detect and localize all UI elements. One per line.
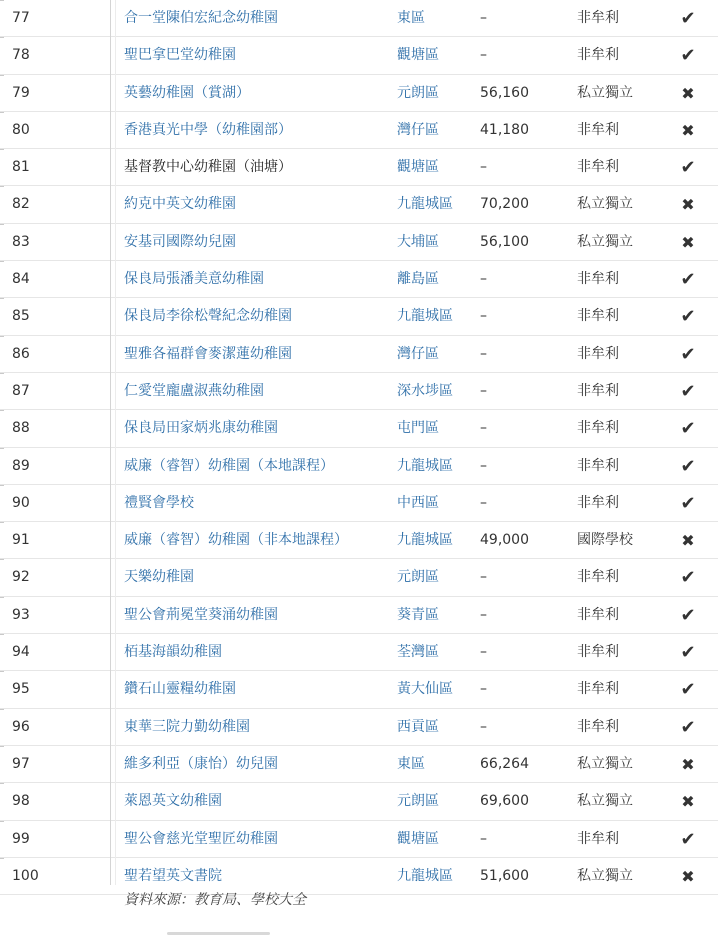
school-type-cell: 非牟利 <box>577 681 619 698</box>
school-type-cell: 國際學校 <box>577 532 633 549</box>
table-row <box>0 336 718 373</box>
check-icon: ✔ <box>680 45 696 67</box>
row-tick-mark <box>0 149 4 150</box>
row-tick-mark <box>0 448 4 449</box>
district-link[interactable]: 東區 <box>397 755 425 772</box>
table-row <box>0 746 718 783</box>
district-link[interactable]: 元朗區 <box>397 569 439 586</box>
table-row <box>0 37 718 74</box>
rank-cell: 77 <box>12 10 30 26</box>
school-type-cell: 私立獨立 <box>577 793 633 810</box>
school-name-link[interactable]: 仁愛堂龐盧淑燕幼稚園 <box>124 382 264 399</box>
cross-icon: ✖ <box>681 195 695 215</box>
school-name-link[interactable]: 萊恩英文幼稚園 <box>124 793 222 810</box>
table-row <box>0 112 718 149</box>
school-type-cell: 非牟利 <box>577 271 619 288</box>
rank-cell: 91 <box>12 532 30 549</box>
cross-icon: ✖ <box>681 120 695 140</box>
district-link[interactable]: 九龍城區 <box>397 457 453 474</box>
table-row <box>0 597 718 634</box>
table-row <box>0 186 718 223</box>
row-tick-mark <box>0 75 4 76</box>
row-tick-mark <box>0 783 4 784</box>
district-link[interactable]: 深水埗區 <box>397 382 453 399</box>
row-tick-mark <box>0 559 4 560</box>
rank-cell: 80 <box>12 121 30 138</box>
row-tick-mark <box>0 37 4 38</box>
cross-icon: ✖ <box>681 754 695 774</box>
annual-fee-cell: – <box>480 382 487 399</box>
rank-cell: 81 <box>12 159 30 176</box>
rank-cell: 97 <box>12 755 30 772</box>
check-icon: ✔ <box>680 716 696 738</box>
annual-fee-cell: – <box>480 345 487 362</box>
school-name-link[interactable]: 威廉（睿智）幼稚園（本地課程） <box>124 457 334 474</box>
district-link[interactable]: 中西區 <box>397 494 439 511</box>
school-name-link[interactable]: 保良局田家炳兆康幼稚園 <box>124 420 278 437</box>
school-name-link[interactable]: 合一堂陳伯宏紀念幼稚園 <box>124 10 278 26</box>
rank-cell: 83 <box>12 233 30 250</box>
district-link[interactable]: 離島區 <box>397 271 439 288</box>
district-link[interactable]: 九龍城區 <box>397 196 453 213</box>
school-type-cell: 非牟利 <box>577 159 619 176</box>
table-row <box>0 261 718 298</box>
school-name-link[interactable]: 聖公會荊冕堂葵涌幼稚園 <box>124 606 278 623</box>
school-name-link[interactable]: 鑽石山靈糧幼稚園 <box>124 681 236 698</box>
school-type-cell: 非牟利 <box>577 457 619 474</box>
table-row <box>0 485 718 522</box>
school-type-cell: 非牟利 <box>577 345 619 362</box>
school-type-cell: 非牟利 <box>577 121 619 138</box>
rank-cell: 93 <box>12 606 30 623</box>
row-tick-mark <box>0 709 4 710</box>
check-icon: ✔ <box>680 455 696 477</box>
annual-fee-cell: – <box>480 718 487 735</box>
table-row <box>0 0 718 37</box>
table-row <box>0 671 718 708</box>
rank-cell: 87 <box>12 382 30 399</box>
rank-cell: 96 <box>12 718 30 735</box>
school-name-link[interactable]: 天樂幼稚園 <box>124 569 194 586</box>
school-name-link[interactable]: 威廉（睿智）幼稚園（非本地課程） <box>124 532 348 549</box>
check-icon: ✔ <box>680 269 696 291</box>
school-type-cell: 非牟利 <box>577 308 619 325</box>
annual-fee-cell: – <box>480 569 487 586</box>
school-type-cell: 私立獨立 <box>577 867 633 884</box>
annual-fee-cell: – <box>480 457 487 474</box>
table-row <box>0 298 718 335</box>
school-name-link[interactable]: 聖巴拿巴堂幼稚園 <box>124 47 236 64</box>
cross-icon: ✖ <box>681 232 695 252</box>
school-type-cell: 私立獨立 <box>577 84 633 101</box>
source-note: 資料來源：教育局、學校大全 <box>124 892 306 908</box>
cross-icon: ✖ <box>681 792 695 812</box>
district-link[interactable]: 黃大仙區 <box>397 681 453 698</box>
school-name-link[interactable]: 禮賢會學校 <box>124 494 194 511</box>
rank-cell: 84 <box>12 271 30 288</box>
row-tick-mark <box>0 634 4 635</box>
school-name-link[interactable]: 保良局李徐松聲紀念幼稚園 <box>124 308 292 325</box>
district-link[interactable]: 西貢區 <box>397 718 439 735</box>
check-icon: ✔ <box>680 567 696 589</box>
school-name-link[interactable]: 基督教中心幼稚園（油塘） <box>124 159 292 176</box>
school-type-cell: 非牟利 <box>577 569 619 586</box>
rank-cell: 92 <box>12 569 30 586</box>
district-link[interactable]: 觀塘區 <box>397 159 439 176</box>
rank-cell: 90 <box>12 494 30 511</box>
school-type-cell: 非牟利 <box>577 420 619 437</box>
column-divider <box>110 0 111 885</box>
district-link[interactable]: 大埔區 <box>397 233 439 250</box>
row-tick-mark <box>0 298 4 299</box>
district-link[interactable]: 屯門區 <box>397 420 439 437</box>
annual-fee-cell: – <box>480 606 487 623</box>
check-icon: ✔ <box>680 604 696 626</box>
school-type-cell: 私立獨立 <box>577 196 633 213</box>
school-type-cell: 非牟利 <box>577 644 619 661</box>
rank-cell: 94 <box>12 644 30 661</box>
school-name-link[interactable]: 東華三院力勤幼稚園 <box>124 718 250 735</box>
table-row <box>0 522 718 559</box>
school-type-cell: 非牟利 <box>577 494 619 511</box>
row-tick-mark <box>0 0 4 1</box>
table-row <box>0 783 718 820</box>
rank-cell: 99 <box>12 830 30 847</box>
district-link[interactable]: 荃灣區 <box>397 644 439 661</box>
district-link[interactable]: 觀塘區 <box>397 830 439 847</box>
row-tick-mark <box>0 186 4 187</box>
rank-cell: 89 <box>12 457 30 474</box>
annual-fee-cell: – <box>480 10 487 26</box>
annual-fee-cell: 51,600 <box>480 867 529 884</box>
table-row <box>0 634 718 671</box>
check-icon: ✔ <box>680 343 696 365</box>
school-type-cell: 非牟利 <box>577 10 619 26</box>
rank-cell: 85 <box>12 308 30 325</box>
rank-cell: 98 <box>12 793 30 810</box>
district-link[interactable]: 灣仔區 <box>397 121 439 138</box>
annual-fee-cell: – <box>480 681 487 698</box>
check-icon: ✔ <box>680 418 696 440</box>
scroll-indicator[interactable] <box>167 932 270 935</box>
school-type-cell: 私立獨立 <box>577 755 633 772</box>
rank-cell: 78 <box>12 47 30 64</box>
cross-icon: ✖ <box>681 531 695 551</box>
annual-fee-cell: 70,200 <box>480 196 529 213</box>
annual-fee-cell: 49,000 <box>480 532 529 549</box>
rank-cell: 86 <box>12 345 30 362</box>
row-tick-mark <box>0 746 4 747</box>
table-row <box>0 709 718 746</box>
annual-fee-cell: 56,100 <box>480 233 529 250</box>
school-name-link[interactable]: 安基司國際幼兒園 <box>124 233 236 250</box>
table-row <box>0 75 718 112</box>
row-tick-mark <box>0 485 4 486</box>
check-icon: ✔ <box>680 642 696 664</box>
row-tick-mark <box>0 373 4 374</box>
check-icon: ✔ <box>680 492 696 514</box>
school-type-cell: 非牟利 <box>577 47 619 64</box>
district-link[interactable]: 九龍城區 <box>397 867 453 884</box>
district-link[interactable]: 元朗區 <box>397 793 439 810</box>
school-name-link[interactable]: 栢基海韻幼稚園 <box>124 644 222 661</box>
annual-fee-cell: – <box>480 830 487 847</box>
district-link[interactable]: 觀塘區 <box>397 47 439 64</box>
cross-icon: ✖ <box>681 83 695 103</box>
check-icon: ✔ <box>680 828 696 850</box>
school-name-link[interactable]: 聖雅各福群會麥潔蓮幼稚園 <box>124 345 292 362</box>
school-type-cell: 非牟利 <box>577 382 619 399</box>
annual-fee-cell: 56,160 <box>480 84 529 101</box>
row-tick-mark <box>0 336 4 337</box>
column-divider-shadow <box>115 0 116 885</box>
rank-cell: 82 <box>12 196 30 213</box>
check-icon: ✔ <box>680 306 696 328</box>
district-link[interactable]: 東區 <box>397 10 425 26</box>
district-link[interactable]: 灣仔區 <box>397 345 439 362</box>
table-row <box>0 373 718 410</box>
school-type-cell: 非牟利 <box>577 606 619 623</box>
district-link[interactable]: 九龍城區 <box>397 532 453 549</box>
school-name-link[interactable]: 維多利亞（康怡）幼兒園 <box>124 755 278 772</box>
row-tick-mark <box>0 597 4 598</box>
table-row <box>0 224 718 261</box>
table-row <box>0 559 718 596</box>
rank-cell: 100 <box>12 867 39 884</box>
annual-fee-cell: 66,264 <box>480 755 529 772</box>
school-type-cell: 非牟利 <box>577 830 619 847</box>
annual-fee-cell: – <box>480 271 487 288</box>
row-tick-mark <box>0 112 4 113</box>
table-row <box>0 821 718 858</box>
check-icon: ✔ <box>680 679 696 701</box>
row-tick-mark <box>0 410 4 411</box>
row-tick-mark <box>0 821 4 822</box>
annual-fee-cell: – <box>480 159 487 176</box>
row-tick-mark <box>0 858 4 859</box>
rank-cell: 95 <box>12 681 30 698</box>
school-type-cell: 非牟利 <box>577 718 619 735</box>
table-row <box>0 149 718 186</box>
annual-fee-cell: 41,180 <box>480 121 529 138</box>
annual-fee-cell: – <box>480 644 487 661</box>
annual-fee-cell: – <box>480 494 487 511</box>
check-icon: ✔ <box>680 8 696 29</box>
school-name-link[interactable]: 約克中英文幼稚園 <box>124 196 236 213</box>
table-row <box>0 858 718 895</box>
school-type-cell: 私立獨立 <box>577 233 633 250</box>
annual-fee-cell: – <box>480 420 487 437</box>
school-name-link[interactable]: 聖若望英文書院 <box>124 867 222 884</box>
district-link[interactable]: 九龍城區 <box>397 308 453 325</box>
school-name-link[interactable]: 保良局張潘美意幼稚園 <box>124 271 264 288</box>
check-icon: ✔ <box>680 157 696 179</box>
district-link[interactable]: 葵青區 <box>397 606 439 623</box>
row-tick-mark <box>0 224 4 225</box>
school-name-link[interactable]: 聖公會慈光堂聖匠幼稚園 <box>124 830 278 847</box>
table-row <box>0 410 718 447</box>
annual-fee-cell: – <box>480 47 487 64</box>
annual-fee-cell: 69,600 <box>480 793 529 810</box>
row-tick-mark <box>0 671 4 672</box>
rank-cell: 88 <box>12 420 30 437</box>
cross-icon: ✖ <box>681 866 695 886</box>
check-icon: ✔ <box>680 380 696 402</box>
rank-cell: 79 <box>12 84 30 101</box>
row-tick-mark <box>0 261 4 262</box>
school-name-link[interactable]: 香港真光中學（幼稚園部） <box>124 121 292 138</box>
table-row <box>0 448 718 485</box>
school-name-link[interactable]: 英藝幼稚園（賞湖） <box>124 84 250 101</box>
annual-fee-cell: – <box>480 308 487 325</box>
row-tick-mark <box>0 522 4 523</box>
district-link[interactable]: 元朗區 <box>397 84 439 101</box>
